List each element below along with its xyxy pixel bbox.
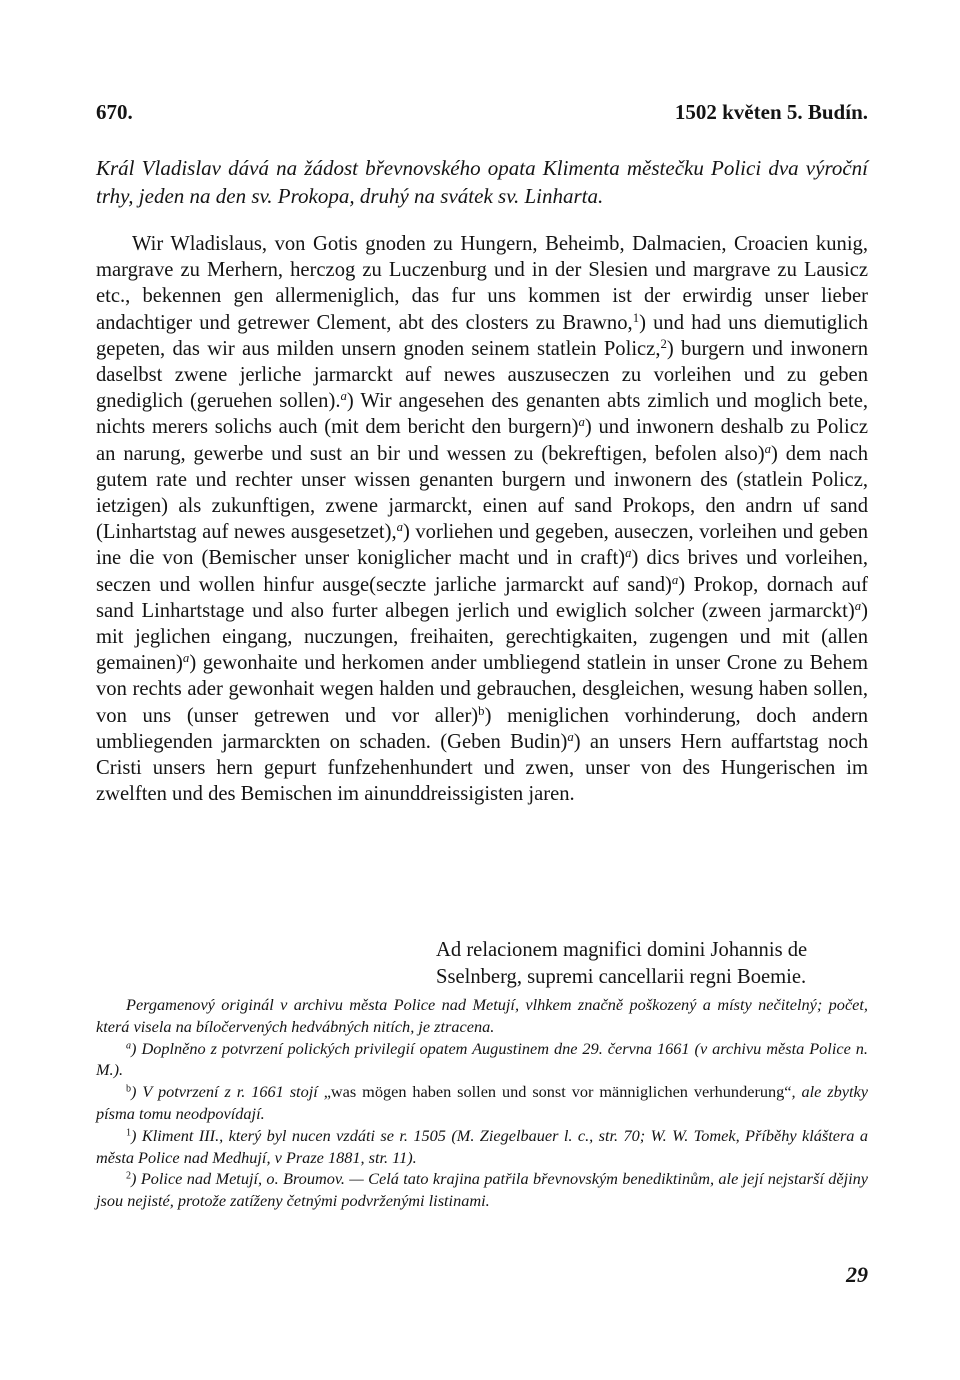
- text-segment: ) und inwonern deshalb zu Policz an narung, gewerbe und sust an bir und wessen zu (bekreftigen, befolen also): [96, 416, 868, 465]
- quoted-variant: „was mögen haben sollen und sonst vor männiglichen verhunderung“: [323, 1082, 792, 1102]
- charter-paragraph: [96, 231, 868, 807]
- document-number: 670.: [96, 100, 133, 124]
- footnote-ref: 1: [632, 310, 640, 325]
- footnote-ref: a: [625, 546, 632, 561]
- footnote-mark: a: [126, 1040, 132, 1052]
- date-place: 1502 květen 5. Budín.: [674, 100, 868, 124]
- text-segment: Wir Wladislaus, von Gotis gnoden zu Hungern, Beheimb, Dalmacien, Croacien kunig, margrave zu Merhern, herczog zu Luczenburg und in der Slesien und margrave zu Lausicz etc., bekennen gen allermeniglich, das fur uns kommen ist der erwirdig unser lieber andachtiger und getrewer Clement, abt des closters zu Brawno,: [96, 233, 868, 334]
- text-segment: ) dics brives und vorleihen, seczen und wollen hinfur ausge(seczte jarliche jarmarckt auf sand): [96, 547, 868, 596]
- footnote-a: [96, 1038, 868, 1082]
- regest-summary: Král Vladislav dává na žádost břevnovského opata Klimenta městečku Polici dva výroční trhy, jeden na den sv. Prokopa, druhý na svátek sv. Linharta.: [96, 156, 868, 208]
- footnote-ref: a: [578, 415, 585, 430]
- footnote-ref: a: [854, 598, 862, 613]
- footnote-text: ) Doplněno z potvrzení polických privilegií opatem Augustinem dne 29. června 1661 (v archivu města Police n. M.).: [96, 1038, 868, 1080]
- text-segment: ) mit jeglichen eingang, nuczungen, freihaiten, gerechtigkaiten, zugengen und mit (allen gemainen): [96, 599, 868, 675]
- footnote-2: [96, 1168, 868, 1212]
- running-header: [96, 100, 868, 128]
- charter-text: [96, 231, 868, 807]
- chancery-note-line: Ad relacionem magnifici domini Johannis de: [436, 939, 808, 961]
- footnote-mark: 1: [126, 1127, 132, 1139]
- chancery-note: [436, 937, 868, 990]
- footnote-text: ) V potvrzení z r. 1661 stojí: [131, 1082, 324, 1102]
- footnote-ref: 2: [660, 336, 667, 351]
- footnote-1: [96, 1125, 868, 1169]
- text-segment: ) Wir angesehen des genanten abts zimlich und moglich bete, nichts merers solichs auch (mit dem bericht den burgern): [96, 390, 868, 439]
- footnote-mark: b: [126, 1083, 132, 1095]
- text-segment: ) vorliehen und gegeben, auseczen, vorleihen und geben ine die von (Bemischer unser koniglicher macht und in craft): [96, 521, 868, 570]
- chancery-note-line: Sselnberg, supremi cancellarii regni Boemie.: [436, 965, 807, 988]
- footnote-b: [96, 1081, 868, 1125]
- text-segment: ) meniglichen vorhinderung, doch andern umbliegenden jarmarckten on schaden. (Geben Budin): [96, 704, 869, 753]
- footnote-text: ) Kliment III., který byl nucen vzdáti se r. 1505 (M. Ziegelbauer l. c., str. 70; W. W. Tomek, Příběhy kláštera a města Police nad Medhují, v Praze 1881, str. 11).: [96, 1125, 868, 1167]
- footnote-ref: a: [764, 441, 772, 456]
- footnote-text: , ale zbytky písma tomu neodpovídají.: [96, 1082, 868, 1123]
- footnote-text: ) Police nad Metují, o. Broumov. — Celá tato krajina patřila břevnovským benediktinům, ale její nejstarší dějiny jsou nejisté, protože zatíženy četnými podvrženými listinami.: [96, 1169, 868, 1211]
- footnote-ref: a: [671, 572, 679, 587]
- footnotes: [96, 994, 868, 1212]
- footnote-ref: a: [567, 729, 574, 744]
- text-segment: ) burgern und inwonern daselbst zwene jerliche jarmarckt auf newes auszuseczen zu vorleihen und zu geben gnediglich (geruehen sollen).: [96, 337, 869, 413]
- text-segment: ) an unsers Hern auffartstag noch Cristi unsers hern gepurt funfzehenhundert und zwen, unser von des Hungerischen im zwelften und des Bemischen im ainunddreissigisten jaren.: [96, 730, 869, 806]
- footnote-mark: 2: [126, 1170, 132, 1182]
- source-note: Pergamenový originál v archivu města Police nad Metují, vlhkem značně poškozený a místy nečitelný; počet, která visela na bíločervených hedvábných nitích, je ztracena.: [96, 995, 868, 1036]
- text-segment: ) und had uns diemutiglich gepeten, das wir aus milden unsern gnoden seinem statlein Policz,: [96, 311, 869, 360]
- text-segment: ) gewonhaite und herkomen ander umbliegend statlein in unser Crone zu Behem von rechts ader gewonhait wegen halden und gebrauchen, desgleichen, wesung haben sollen, von uns (unser getrewen und vor aller): [96, 652, 868, 727]
- footnote-ref: b: [478, 703, 485, 718]
- text-segment: ) Prokop, dornach auf sand Linhartstage und also furter albegen jerlich und ewiglich solcher (zween jarmarckt): [96, 573, 868, 622]
- text-segment: ) dem nach gutem rate und rechter unser wissen genanten burgern und inwonern des (statlein Policz, ietzigen) als zukunftigen, zwene jarmarckt, einen auf sand Prokops, den andrn uf sand (Linhartstag auf newes ausgesetzet),: [96, 442, 868, 544]
- footnote-ref: a: [396, 520, 404, 535]
- folio-number: 29: [846, 1262, 868, 1287]
- footnote-ref: a: [182, 651, 190, 666]
- footnote-ref: a: [340, 389, 347, 404]
